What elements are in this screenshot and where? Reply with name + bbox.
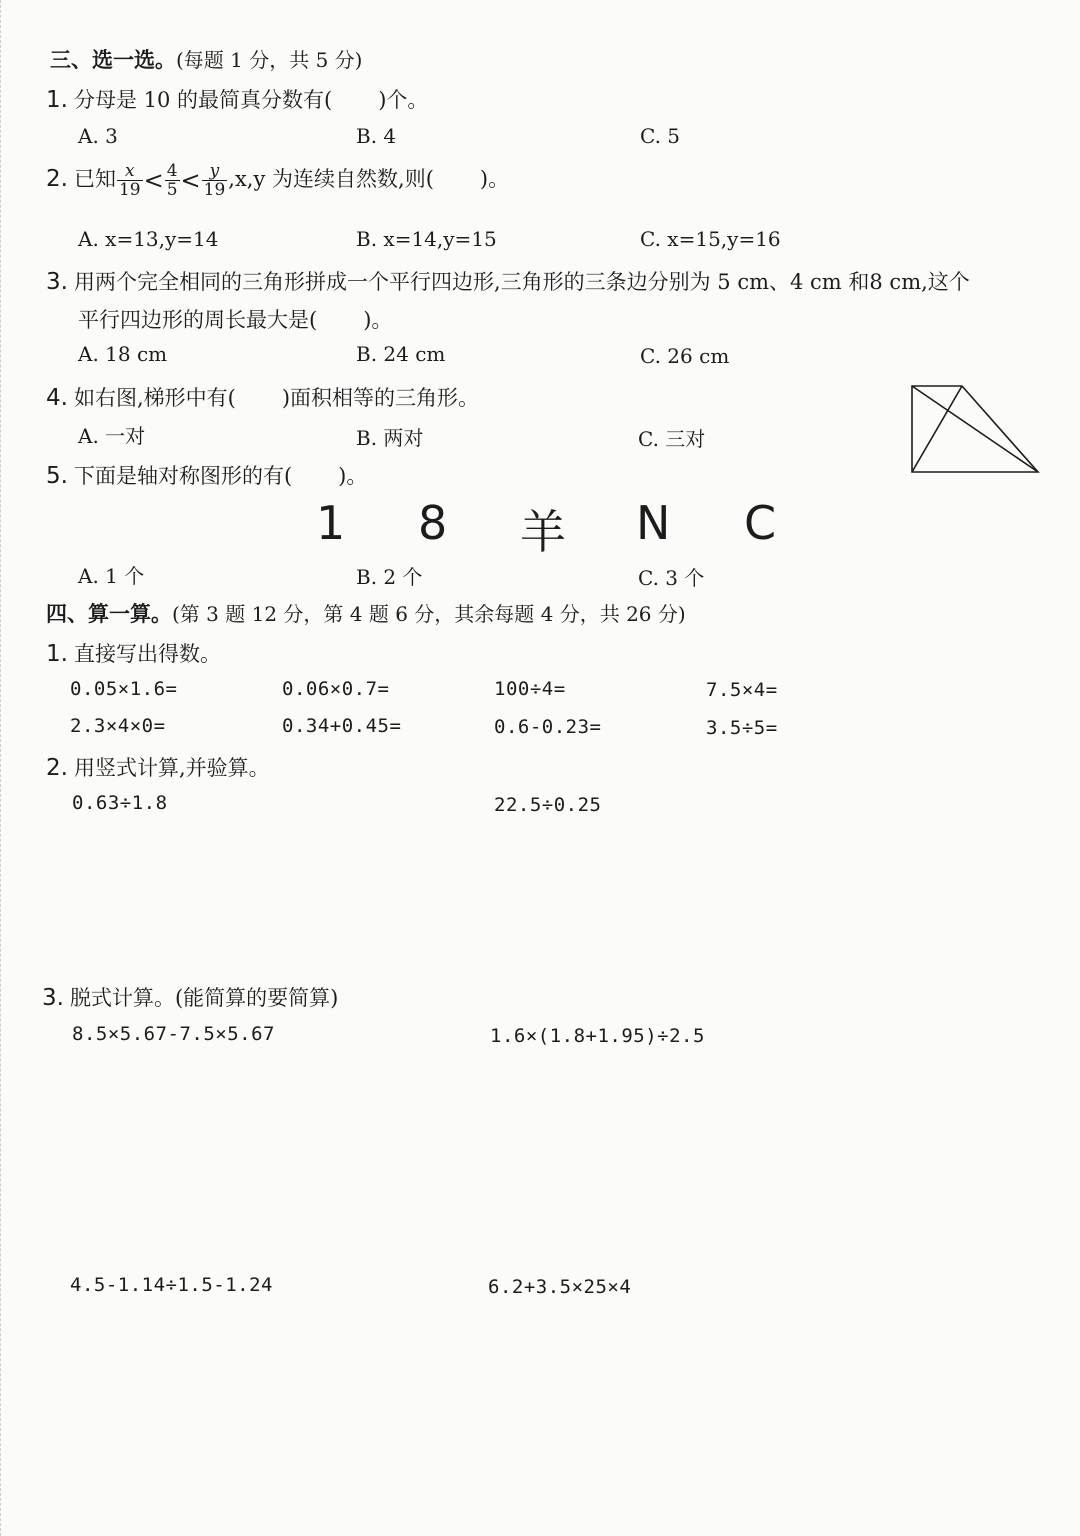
- trapezoid-figure: [906, 378, 1046, 478]
- vertical-calc-item[interactable]: 0.63÷1.8: [72, 792, 168, 814]
- question-text: 如右图,梯形中有(: [73, 386, 236, 410]
- question-text: 分母是 10 的最简真分数有(: [73, 88, 333, 112]
- question-number: 1.: [46, 641, 68, 667]
- option-b[interactable]: B. x=14,y=15: [356, 227, 497, 251]
- section-4-score-note: (第 3 题 12 分，第 4 题 6 分，其余每题 4 分，共 26 分): [172, 602, 686, 626]
- question-3-2: [46, 162, 509, 199]
- option-a[interactable]: A. x=13,y=14: [78, 227, 219, 251]
- question-3-5: [46, 460, 367, 490]
- fraction-numerator: x: [117, 162, 143, 181]
- fraction-denominator: 5: [166, 180, 178, 200]
- oral-calc-item[interactable]: 3.5÷5=: [706, 717, 778, 739]
- question-number: 2.: [46, 166, 68, 192]
- option-b[interactable]: B. 4: [356, 124, 397, 148]
- symbol-1: 1: [316, 496, 346, 550]
- stepwise-calc-item[interactable]: 6.2+3.5×25×4: [488, 1276, 632, 1298]
- question-text-end: )。: [338, 464, 368, 488]
- question-text: 直接写出得数。: [73, 642, 221, 666]
- question-4-3: [42, 982, 338, 1012]
- section-3-heading: [50, 44, 362, 74]
- question-text: 平行四边形的周长最大是(: [78, 308, 318, 332]
- stepwise-calc-item[interactable]: 4.5-1.14÷1.5-1.24: [70, 1274, 273, 1296]
- option-a[interactable]: A. 18 cm: [78, 342, 168, 366]
- question-text: ,x,y 为连续自然数,则(: [228, 167, 434, 191]
- fraction-y-19: [202, 162, 228, 199]
- oral-calc-item[interactable]: 0.6-0.23=: [494, 716, 602, 738]
- option-c[interactable]: C. 26 cm: [640, 344, 730, 368]
- question-text: 脱式计算。(能简算的要简算): [69, 986, 339, 1010]
- symbol-8: 8: [418, 496, 448, 550]
- stepwise-calc-item[interactable]: 1.6×(1.8+1.95)÷2.5: [490, 1025, 705, 1047]
- trapezoid-diagonal: [912, 386, 1038, 472]
- section-4-title: 四、算一算。: [46, 601, 172, 626]
- oral-calc-item[interactable]: 7.5×4=: [706, 679, 778, 701]
- fraction-numerator: 4: [166, 161, 178, 181]
- question-text-end: )。: [479, 167, 510, 191]
- question-number: 5.: [46, 463, 68, 489]
- option-b[interactable]: B. 两对: [356, 426, 424, 450]
- option-c[interactable]: C. 5: [640, 124, 681, 148]
- fraction-4-5: [165, 162, 180, 199]
- question-4-2: [46, 752, 270, 782]
- fraction-numerator: y: [202, 162, 228, 181]
- symbol-n: N: [636, 496, 671, 550]
- option-c[interactable]: C. 3 个: [638, 566, 705, 590]
- question-number: 2.: [46, 755, 68, 781]
- less-than-sign: <: [180, 166, 201, 195]
- option-c[interactable]: C. x=15,y=16: [640, 227, 781, 251]
- oral-calc-item[interactable]: 0.06×0.7=: [282, 678, 390, 700]
- question-3-4: [46, 382, 479, 412]
- option-a[interactable]: A. 3: [78, 124, 118, 148]
- question-text-end: )个。: [378, 88, 429, 112]
- oral-calc-item[interactable]: 100÷4=: [494, 678, 566, 700]
- stepwise-calc-item[interactable]: 8.5×5.67-7.5×5.67: [72, 1023, 275, 1045]
- question-text-end: )面积相等的三角形。: [281, 386, 480, 410]
- question-3-3: [46, 266, 970, 296]
- section-3-title: 三、选一选。: [50, 47, 176, 72]
- fraction-denominator: 19: [118, 180, 141, 200]
- question-number: 1.: [46, 87, 68, 113]
- question-text: 用两个完全相同的三角形拼成一个平行四边形,三角形的三条边分别为 5 cm、4 cm 和8 cm,这个: [73, 270, 970, 294]
- question-text: 下面是轴对称图形的有(: [73, 464, 293, 488]
- symbol-yang: 羊: [520, 505, 566, 559]
- oral-calc-item[interactable]: 0.34+0.45=: [282, 715, 402, 737]
- section-3-score-note: (每题 1 分，共 5 分): [176, 48, 363, 72]
- symbol-c: C: [744, 496, 777, 550]
- question-number: 3.: [46, 269, 68, 295]
- oral-calc-item[interactable]: 2.3×4×0=: [70, 715, 166, 737]
- question-number: 4.: [46, 385, 68, 411]
- fraction-denominator: 19: [203, 180, 226, 200]
- oral-calc-item[interactable]: 0.05×1.6=: [70, 678, 178, 700]
- fraction-x-19: [117, 162, 143, 199]
- question-text: 用竖式计算,并验算。: [73, 756, 270, 780]
- question-number: 3.: [42, 985, 64, 1011]
- option-b[interactable]: B. 2 个: [356, 565, 423, 589]
- question-3-1: [46, 84, 428, 114]
- trapezoid-diagonal: [912, 386, 962, 472]
- option-a[interactable]: A. 一对: [78, 424, 146, 448]
- vertical-calc-item[interactable]: 22.5÷0.25: [494, 794, 602, 816]
- question-3-3-line2: [78, 304, 392, 334]
- section-4-heading: [46, 598, 686, 628]
- option-a[interactable]: A. 1 个: [78, 564, 145, 588]
- option-b[interactable]: B. 24 cm: [356, 342, 446, 366]
- less-than-sign: <: [143, 166, 164, 195]
- binding-edge: [0, 0, 3, 1536]
- question-lead: 已知: [73, 167, 116, 191]
- question-text-end: )。: [363, 308, 393, 332]
- option-c[interactable]: C. 三对: [638, 427, 706, 451]
- question-4-1: [46, 638, 221, 668]
